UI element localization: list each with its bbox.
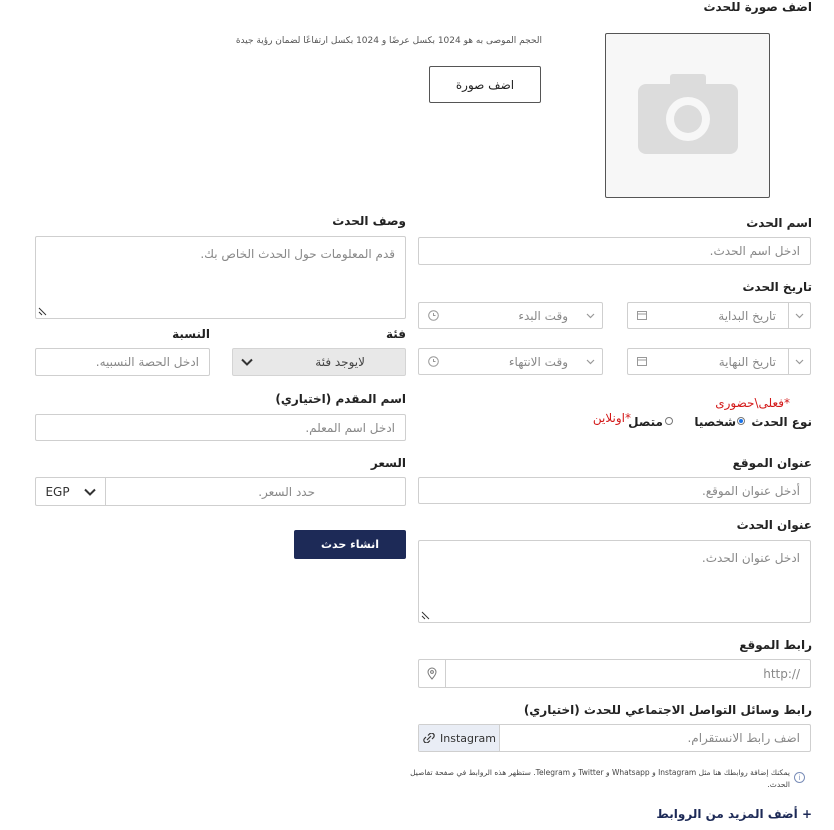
chevron-down-icon [241,356,253,368]
social-platform-label: Instagram [440,731,496,745]
location-title-input[interactable] [418,477,811,504]
event-description-label: وصف الحدث [332,214,406,228]
end-date-placeholder: تاريخ النهاية [718,354,776,369]
social-link-group [418,724,811,752]
end-date-picker[interactable] [627,348,811,375]
chevron-down-icon [584,355,596,369]
event-type-in-person-label[interactable]: شخصيا [694,415,736,429]
ratio-label: النسبة [172,327,210,341]
clock-icon [427,309,439,321]
event-name-placeholder: ادخل اسم الحدث. [709,244,800,258]
price-placeholder[interactable]: حدد السعر. [258,484,315,499]
social-info-text: يمكنك إضافة روابطك هنا مثل Instagram و Whatsapp و Twitter و Telegram. ستظهر هذه الروابط في صفحة تفاصيل الحدث. [410,768,790,789]
event-type-in-person-radio[interactable] [737,417,745,425]
category-value: لايوجد فئة [315,355,365,369]
event-address-placeholder: ادخل عنوان الحدث. [701,551,800,565]
clock-icon [427,355,439,367]
link-icon [422,733,436,743]
resize-handle-icon[interactable] [38,306,48,316]
event-address-label: عنوان الحدث [736,518,812,532]
event-address-textarea[interactable] [418,540,811,623]
image-section-title: اضف صورة للحدث [703,0,812,14]
ratio-input[interactable] [35,348,210,376]
event-type-online-label[interactable]: متصل [628,415,663,429]
chevron-down-icon [84,488,96,496]
online-note: *اونلاين [592,411,631,425]
presenter-placeholder: ادخل اسم المعلم. [305,420,395,435]
social-link-label: رابط وسائل التواصل الاجتماعي للحدث (اختياري) [523,703,812,717]
chevron-down-icon [788,349,810,374]
presenter-label: اسم المقدم (اختياري) [275,392,406,406]
site-link-label: رابط الموقع [739,638,812,652]
start-time-picker[interactable] [418,302,603,329]
end-time-picker[interactable] [418,348,603,375]
location-title-placeholder: أدخل عنوان الموقع. [701,483,800,498]
camera-icon [638,74,738,154]
add-more-links-button[interactable]: + أضف المزيد من الروابط [656,807,812,821]
start-time-placeholder: وقت البدء [518,308,568,323]
social-link-placeholder[interactable]: اضف رابط الانستقرام. [687,731,800,745]
info-icon: i [794,772,805,783]
chevron-down-icon [788,303,810,328]
location-pin-icon [419,660,446,687]
image-preview[interactable] [605,33,770,198]
currency-value: EGP [45,484,70,499]
resize-handle-icon[interactable] [421,610,431,620]
start-date-picker[interactable] [627,302,811,329]
create-event-button[interactable]: انشاء حدث [294,530,406,559]
chevron-down-icon [584,309,596,323]
event-type-online-radio[interactable] [665,417,673,425]
category-select[interactable] [232,348,406,376]
location-title-label: عنوان الموقع [732,456,812,470]
calendar-icon [636,309,648,321]
end-time-placeholder: وقت الانتهاء [508,354,568,369]
site-link-group [418,659,811,688]
event-description-placeholder: قدم المعلومات حول الحدث الخاص بك. [200,247,395,261]
site-link-placeholder[interactable]: http:// [763,666,800,681]
event-description-textarea[interactable] [35,236,406,319]
social-platform-select[interactable] [419,725,500,751]
event-type-label: نوع الحدث [751,415,812,429]
start-date-placeholder: تاريخ البداية [718,308,776,323]
presenter-input[interactable] [35,414,406,441]
currency-select[interactable] [36,478,106,505]
image-size-hint: الحجم الموصى به هو 1024 بكسل عرضًا و 1024 بكسل ارتفاعًا لضمان رؤية جيدة [235,36,542,46]
ratio-placeholder: ادخل الحصة النسبيه. [95,355,199,369]
calendar-icon [636,355,648,367]
in-person-note: *فعلى\حضورى [715,396,790,410]
price-input-group [35,477,406,506]
add-image-button[interactable]: اضف صورة [429,66,541,103]
event-name-label: اسم الحدث [746,216,812,230]
event-date-label: تاريخ الحدث [742,280,812,294]
price-label: السعر [370,456,406,470]
category-label: فئة [385,327,406,341]
event-name-input[interactable] [418,237,811,265]
